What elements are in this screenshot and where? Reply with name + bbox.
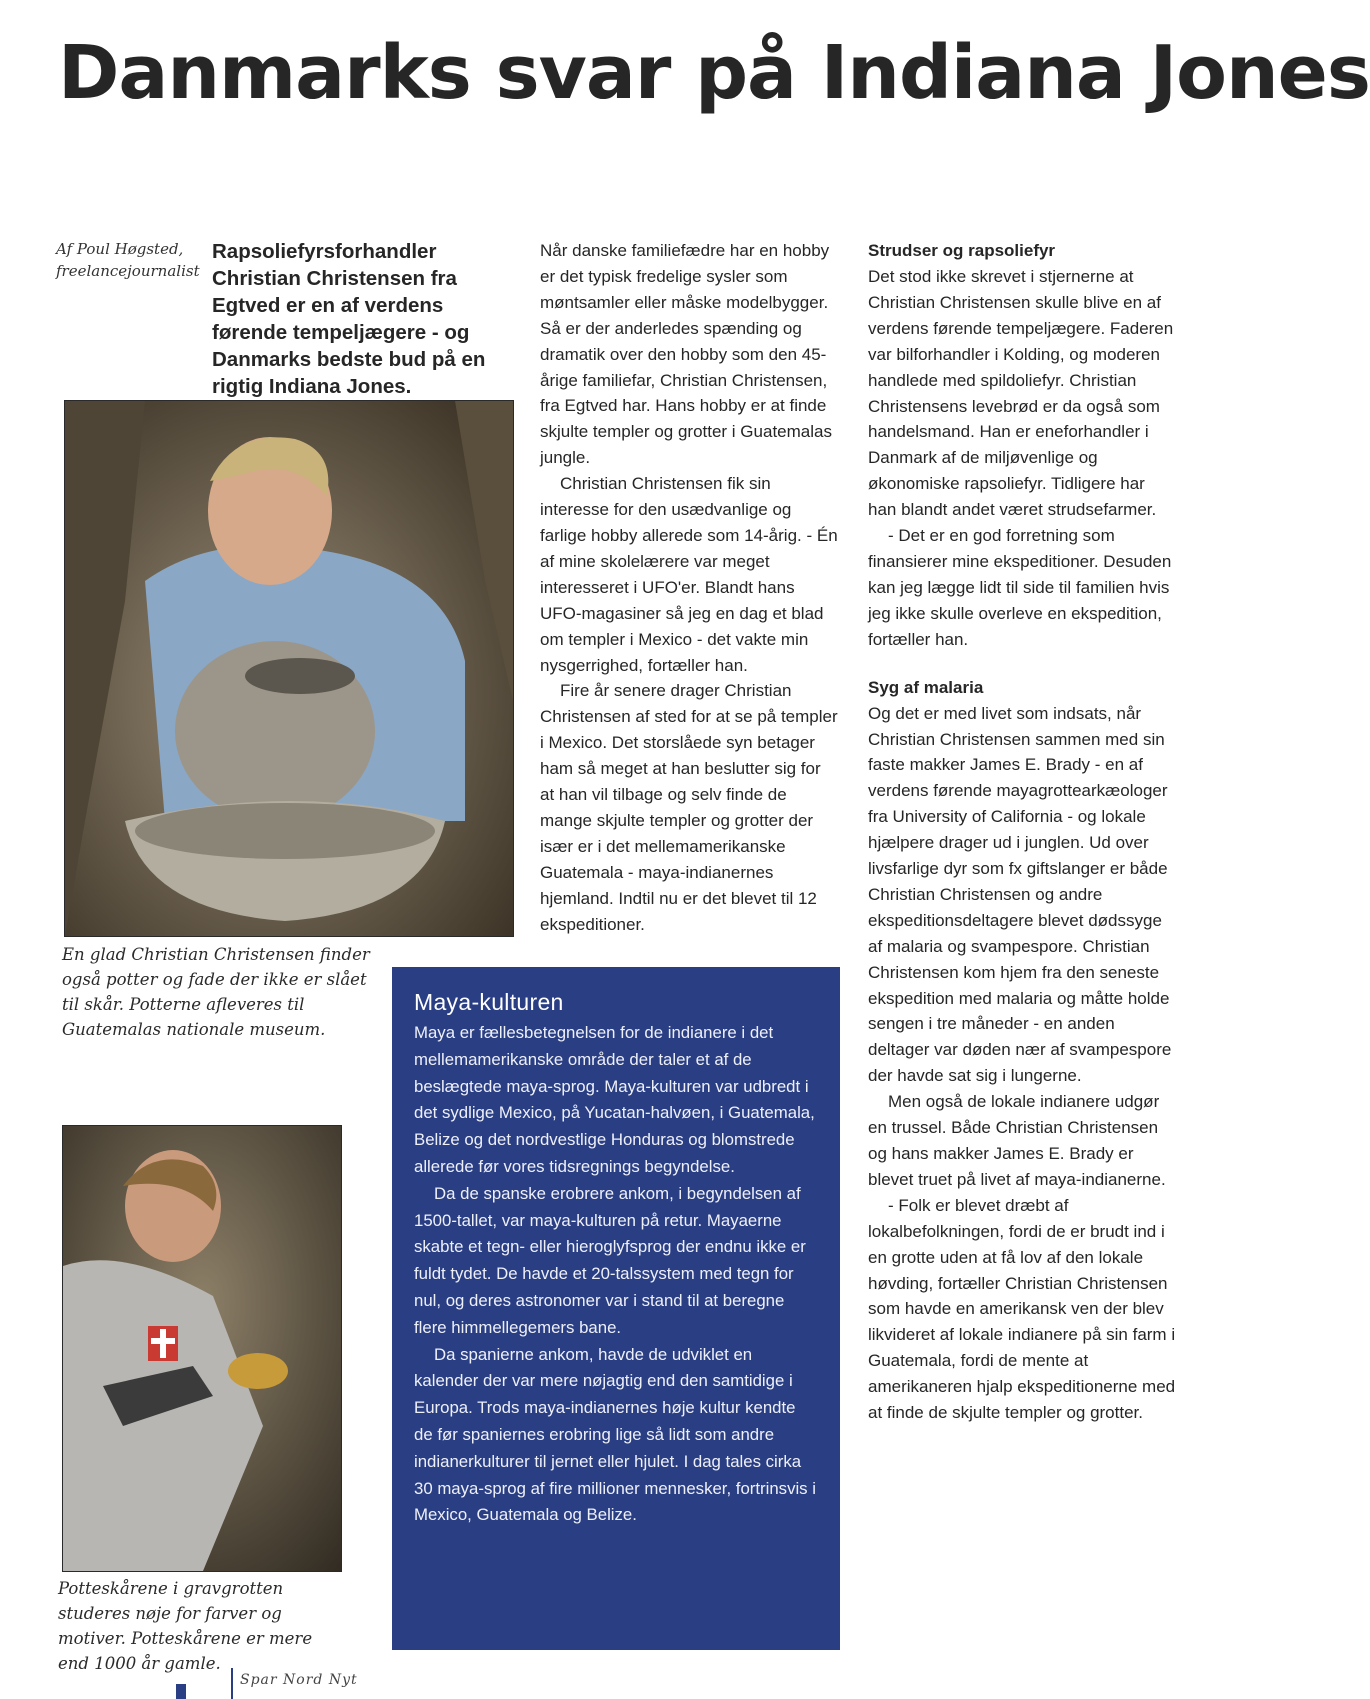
publication-name: Spar Nord Nyt bbox=[240, 1672, 358, 1688]
body-paragraph: Og det er med livet som indsats, når Christian Christensen sammen med sin faste makker James E. Brady - en af verdens førende mayagrottearkæologer fra University of California - og lokale hjælpere drager ud i junglen. Ud over livsfarlige dyr som fx giftslanger er både Christian Christensen og andre ekspeditionsdeltagere blevet dødssyge af malaria og svampespore. Christian Christensen kom hjem fra den seneste ekspedition med malaria og måtte holde sengen i tre måneder - en anden deltager var døden nær af svampespore der havde sat sig i lungerne. bbox=[868, 703, 1172, 1086]
page-number-mark bbox=[176, 1684, 186, 1699]
body-paragraph: - Folk er blevet dræbt af lokalbefolkningen, fordi de er brudt ind i en grotte uden at få lov af den lokale høvding, fortæller Christian Christensen som havde en amerikansk ven der blev likvideret af lokale indianere på sin farm i Guatemala, fordi de mente at amerikaneren hjalp ekspeditionerne med at finde de skjulte templer og grotter. bbox=[868, 1195, 1176, 1423]
body-paragraph: Når danske familiefædre har en hobby er det typisk fredelige sysler som møntsamler eller måske modelbygger. Så er der anderledes spænding og dramatik over den hobby som den 45-årige familiefar, Christian Christensen, fra Egtved har. Hans hobby er at finde skjulte templer og grotter i Guatemalas jungle. bbox=[540, 241, 832, 468]
article-title: Danmarks svar på Indiana Jones bbox=[58, 30, 1370, 116]
photo2-caption: Potteskårene i gravgrotten studeres nøje for farver og motiver. Potteskårene er mere end 1000 år gamle. bbox=[58, 1579, 313, 1673]
article-column-2 bbox=[540, 238, 838, 937]
body-paragraph: - Det er en god forretning som finansierer mine ekspeditioner. Desuden kan jeg lægge lidt til side til familien hvis jeg ikke skulle overleve en ekspedition, fortæller han. bbox=[868, 526, 1172, 649]
section-heading-strudser: Strudser og rapsoliefyr bbox=[868, 241, 1056, 260]
article-intro: Rapsoliefyrsforhandler Christian Christensen fra Egtved er en af verdens førende tempeljægere - og Danmarks bedste bud på en rigtig Indiana Jones. bbox=[212, 240, 486, 398]
article-column-3 bbox=[868, 238, 1176, 1426]
photo-potsherds-image bbox=[63, 1126, 341, 1571]
section-heading-malaria: Syg af malaria bbox=[868, 677, 984, 697]
photo1-caption: En glad Christian Christensen finder også potter og fade der ikke er slået til skår. Potterne afleveres til Guatemalas nationale museum. bbox=[62, 945, 370, 1039]
maya-box-paragraph: Da spanierne ankom, havde de udviklet en kalender der var mere nøjagtig end den samtidige i Europa. Trods maya-indianernes høje kultur kendte de før spaniernes erobring lige så lidt som andre indianerkulturer til jernet eller hjulet. I dag tales cirka 30 maya-sprog af fire millioner mennesker, fortrinsvis i Mexico, Guatemala og Belize. bbox=[414, 1344, 816, 1525]
footer-rule bbox=[231, 1668, 233, 1699]
body-paragraph: Men også de lokale indianere udgør en trussel. Både Christian Christensen og hans makker James E. Brady er blevet truet på livet af maya-indianerne. bbox=[868, 1092, 1166, 1189]
maya-box-paragraph: Maya er fællesbetegnelsen for de indianere i det mellemamerikanske område der taler et af de beslægtede maya-sprog. Maya-kulturen var udbredt i det sydlige Mexico, på Yucatan-halvøen, i Guatemala, Belize og det nordvestlige Honduras og blomstrede allerede før vores tidsregnings begyndelse. bbox=[414, 1023, 815, 1176]
maya-culture-box bbox=[392, 967, 840, 1650]
body-paragraph: Det stod ikke skrevet i stjernerne at Christian Christensen skulle blive en af verdens førende tempeljægere. Faderen var bilforhandler i Kolding, og moderen handlede med spildoliefyr. Christian Christensens levebrød er da også som handelsmand. Han er eneforhandler i Danmark af de miljøvenlige og økonomiske rapsoliefyr. Tidligere har han blandt andet været strudsefarmer. bbox=[868, 267, 1174, 520]
maya-box-heading: Maya-kulturen bbox=[414, 989, 564, 1015]
photo-studying-potsherds bbox=[62, 1125, 342, 1572]
photo-pottery-image bbox=[65, 401, 513, 936]
body-paragraph: Christian Christensen fik sin interesse for den usædvanlige og farlige hobby allerede som 14-årig. - Én af mine skolelærere var meget interesseret i UFO'er. Blandt hans UFO-magasiner så jeg en dag et blad om templer i Mexico - det vakte min nysgerrighed, fortæller han. bbox=[540, 474, 838, 675]
byline: Af Poul Høgsted, freelancejournalist bbox=[56, 240, 200, 280]
body-paragraph: Fire år senere drager Christian Christensen af sted for at se på templer i Mexico. Det storslåede syn betager ham så meget at han beslutter sig for at han vil tilbage og selv finde de mange skjulte templer og grotter der især er i det mellemamerikanske Guatemala - maya-indianernes hjemland. Indtil nu er det blevet til 12 ekspeditioner. bbox=[540, 681, 838, 934]
photo-christian-with-pottery bbox=[64, 400, 514, 937]
maya-box-paragraph: Da de spanske erobrere ankom, i begyndelsen af 1500-tallet, var maya-kulturen på retur. Mayaerne skabte et tegn- eller hieroglyfsprog der endnu ikke er fuldt tydet. De havde et 20-talssystem med tegn for nul, og deres astronomer var i stand til at beregne flere himmellegemers bane. bbox=[414, 1183, 806, 1337]
